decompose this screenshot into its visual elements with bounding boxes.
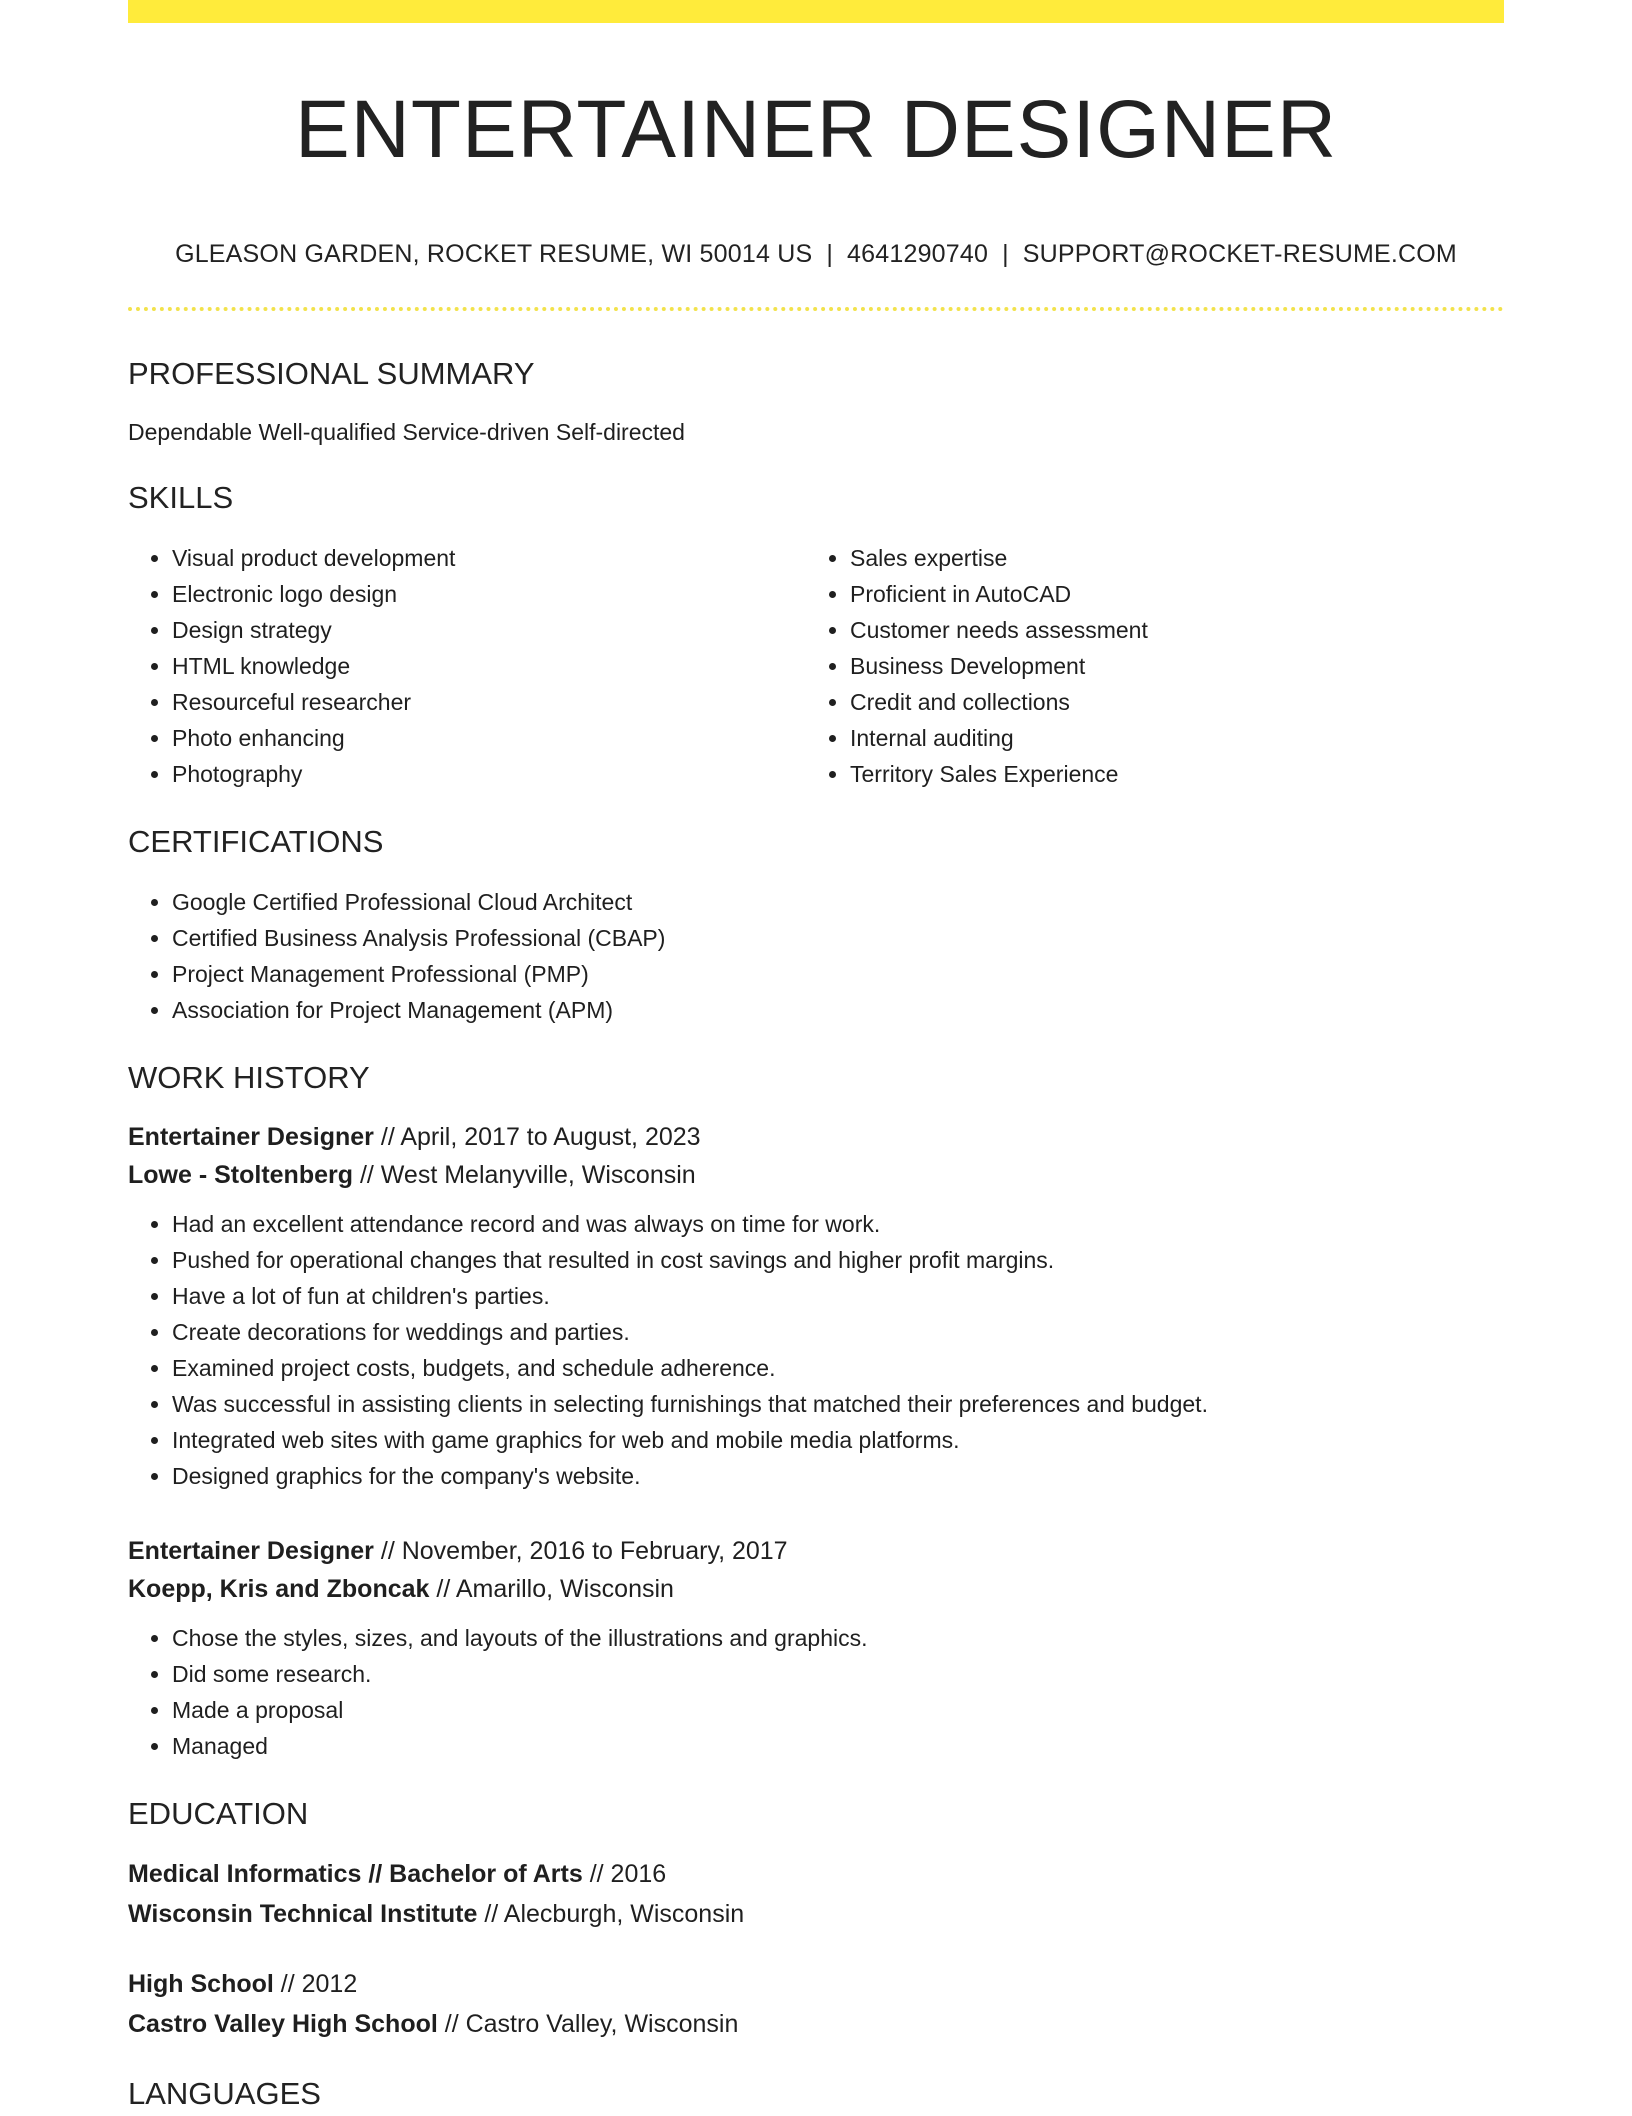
skill-item: • HTML knowledge bbox=[172, 648, 806, 684]
education-school: Castro Valley High School bbox=[128, 2010, 438, 2038]
job-dates: // November, 2016 to February, 2017 bbox=[380, 1537, 788, 1565]
job-dates: // April, 2017 to August, 2023 bbox=[380, 1123, 701, 1151]
job-bullet: • Pushed for operational changes that resulted in cost savings and higher profit margins. bbox=[172, 1242, 1504, 1278]
skill-item: • Visual product development bbox=[172, 540, 806, 576]
job-entry bbox=[128, 1118, 1504, 1494]
skills-heading: SKILLS bbox=[128, 480, 234, 515]
job-title-line bbox=[128, 1532, 1504, 1570]
education-degree-line bbox=[128, 1964, 1504, 2004]
certifications-heading: CERTIFICATIONS bbox=[128, 824, 384, 859]
skill-item: • Internal auditing bbox=[850, 720, 1504, 756]
header-divider bbox=[128, 307, 1504, 311]
skill-item: • Design strategy bbox=[172, 612, 806, 648]
skill-item: • Credit and collections bbox=[850, 684, 1504, 720]
skill-item: • Photo enhancing bbox=[172, 720, 806, 756]
summary-text: Dependable Well-qualified Service-driven Self-directed bbox=[128, 419, 685, 445]
job-location: // West Melanyville, Wisconsin bbox=[359, 1161, 696, 1189]
job-bullet: • Chose the styles, sizes, and layouts of the illustrations and graphics. bbox=[172, 1620, 1504, 1656]
job-company: Lowe - Stoltenberg bbox=[128, 1161, 353, 1189]
certification-item: • Association for Project Management (APM) bbox=[172, 992, 1504, 1028]
job-company-line bbox=[128, 1570, 1504, 1608]
job-bullet: • Integrated web sites with game graphics for web and mobile media platforms. bbox=[172, 1422, 1504, 1458]
skill-item: • Proficient in AutoCAD bbox=[850, 576, 1504, 612]
work-history-section bbox=[128, 1056, 1504, 1764]
certification-item: • Google Certified Professional Cloud Architect bbox=[172, 884, 1504, 920]
education-degree-line bbox=[128, 1854, 1504, 1894]
contact-line bbox=[128, 237, 1504, 271]
job-bullet: • Have a lot of fun at children's parties. bbox=[172, 1278, 1504, 1314]
skill-item: • Electronic logo design bbox=[172, 576, 806, 612]
contact-address: GLEASON GARDEN, ROCKET RESUME, WI 50014 US bbox=[175, 240, 813, 268]
education-location: // Alecburgh, Wisconsin bbox=[484, 1900, 745, 1928]
education-school: Wisconsin Technical Institute bbox=[128, 1900, 478, 1928]
education-school-line bbox=[128, 1894, 1504, 1934]
languages-heading: LANGUAGES bbox=[128, 2076, 321, 2111]
summary-heading: PROFESSIONAL SUMMARY bbox=[128, 356, 535, 391]
skill-item: • Sales expertise bbox=[850, 540, 1504, 576]
job-bullet: • Managed bbox=[172, 1728, 1504, 1764]
certification-item: • Project Management Professional (PMP) bbox=[172, 956, 1504, 992]
job-bullet: • Was successful in assisting clients in selecting furnishings that matched their preferences and budget. bbox=[172, 1386, 1504, 1422]
job-bullet: • Had an excellent attendance record and was always on time for work. bbox=[172, 1206, 1504, 1242]
job-entry bbox=[128, 1532, 1504, 1764]
education-entry bbox=[128, 1964, 1504, 2044]
certifications-list bbox=[128, 884, 1504, 1028]
skills-section bbox=[128, 476, 1504, 792]
skills-list-right bbox=[806, 540, 1504, 792]
languages-section bbox=[128, 2072, 1504, 2116]
education-section bbox=[128, 1792, 1504, 2044]
certifications-section bbox=[128, 820, 1504, 1028]
skill-item: • Customer needs assessment bbox=[850, 612, 1504, 648]
job-bullet: • Designed graphics for the company's website. bbox=[172, 1458, 1504, 1494]
job-title: Entertainer Designer bbox=[128, 1123, 374, 1151]
job-bullet: • Made a proposal bbox=[172, 1692, 1504, 1728]
education-degree: Medical Informatics // Bachelor of Arts bbox=[128, 1860, 583, 1888]
job-bullet: • Did some research. bbox=[172, 1656, 1504, 1692]
job-title-line bbox=[128, 1118, 1504, 1156]
education-year: // 2016 bbox=[589, 1860, 667, 1888]
job-bullet: • Create decorations for weddings and parties. bbox=[172, 1314, 1504, 1350]
resume-title: ENTERTAINER DESIGNER bbox=[294, 84, 1338, 175]
certification-item: • Certified Business Analysis Professional (CBAP) bbox=[172, 920, 1504, 956]
skill-item: • Resourceful researcher bbox=[172, 684, 806, 720]
summary-section bbox=[128, 352, 1504, 448]
education-location: // Castro Valley, Wisconsin bbox=[444, 2010, 739, 2038]
resume-page bbox=[128, 0, 1504, 2112]
job-bullets bbox=[128, 1620, 1504, 1764]
contact-phone[interactable]: 4641290740 bbox=[847, 240, 989, 268]
education-year: // 2012 bbox=[280, 1970, 358, 1998]
education-entry bbox=[128, 1854, 1504, 1934]
skill-item: • Business Development bbox=[850, 648, 1504, 684]
education-degree: High School bbox=[128, 1970, 274, 1998]
skills-grid bbox=[128, 540, 1504, 792]
job-bullets bbox=[128, 1206, 1504, 1494]
education-school-line bbox=[128, 2004, 1504, 2044]
skill-item: • Territory Sales Experience bbox=[850, 756, 1504, 792]
job-title: Entertainer Designer bbox=[128, 1537, 374, 1565]
accent-bar bbox=[128, 0, 1504, 23]
resume-content bbox=[128, 352, 1504, 2116]
contact-separator: | bbox=[1002, 240, 1009, 268]
education-heading: EDUCATION bbox=[128, 1796, 309, 1831]
contact-email[interactable]: SUPPORT@ROCKET-RESUME.COM bbox=[1022, 240, 1457, 268]
job-location: // Amarillo, Wisconsin bbox=[436, 1575, 674, 1603]
work-history-heading: WORK HISTORY bbox=[128, 1060, 370, 1095]
contact-separator: | bbox=[826, 240, 834, 268]
job-bullet: • Examined project costs, budgets, and schedule adherence. bbox=[172, 1350, 1504, 1386]
job-company: Koepp, Kris and Zboncak bbox=[128, 1575, 430, 1603]
job-company-line bbox=[128, 1156, 1504, 1194]
skill-item: • Photography bbox=[172, 756, 806, 792]
skills-list-left bbox=[128, 540, 806, 792]
